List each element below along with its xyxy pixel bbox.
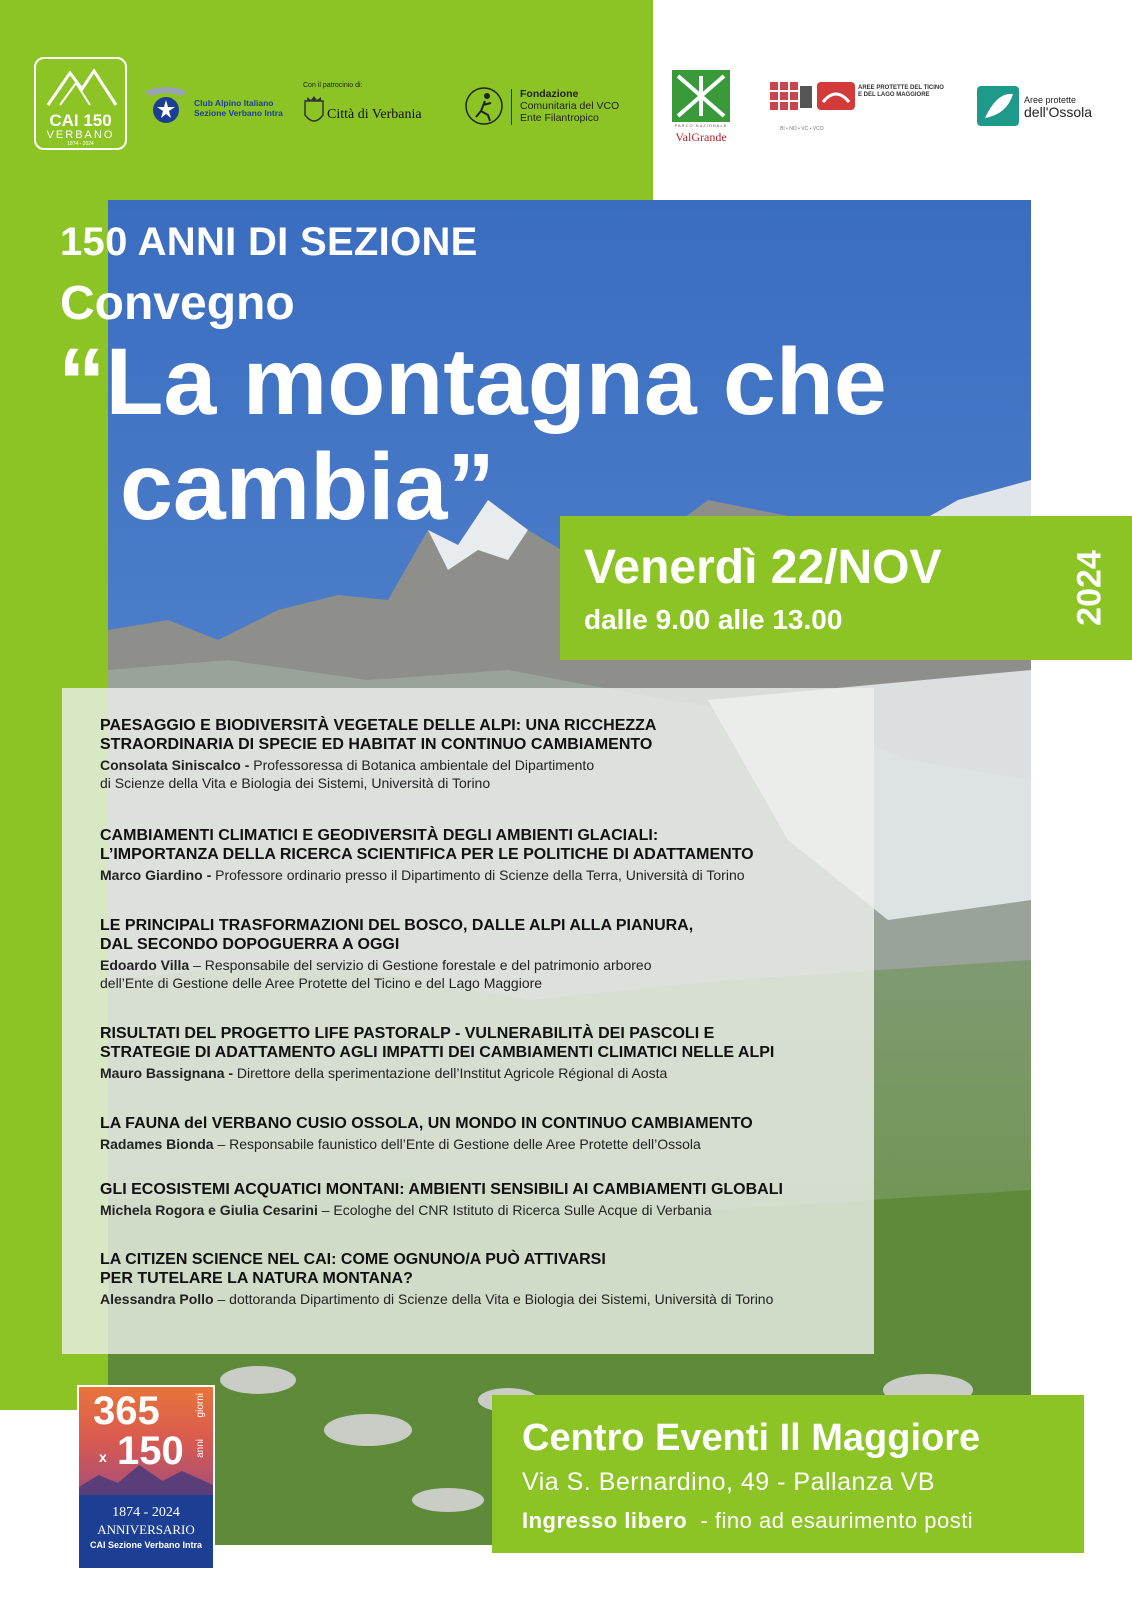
- talk-speaker: Consolata Siniscalco -: [100, 757, 250, 773]
- regione-piemonte-icon: [770, 82, 812, 122]
- ossola-line1: Aree protette: [1024, 95, 1077, 105]
- talk-title: PAESAGGIO E BIODIVERSITÀ VEGETALE DELLE ALPI: UNA RICCHEZZA STRAORDINARIA DI SPECIE ED HABITAT IN CONTINUO CAMBIAMENTO: [100, 717, 657, 753]
- talk-role: Direttore della sperimentazione dell’Institut Agricole Régional di Aosta: [233, 1065, 668, 1081]
- fondazione-divider: [511, 89, 512, 125]
- cai-150-years: 1874 - 2024: [67, 141, 94, 147]
- talk-title: CAMBIAMENTI CLIMATICI E GEODIVERSITÀ DEGLI AMBIENTI GLACIALI: L’IMPORTANZA DELLA RICERCA SCIENTIFICA PER LE POLITICHE DI ADATTAMENTO: [100, 827, 754, 863]
- talk-speaker-line: [100, 756, 870, 792]
- talk-speaker-line: [100, 1290, 870, 1308]
- programme-panel: [62, 688, 874, 1354]
- venue-box: [492, 1395, 1084, 1553]
- lake-icon: [817, 82, 855, 110]
- venue-name: Centro Eventi Il Maggiore: [522, 1417, 981, 1459]
- talk-role: – dottoranda Dipartimento di Scienze della Vita e Biologia dei Sistemi, Università di Torino: [213, 1291, 774, 1307]
- talk-speaker-line: [100, 866, 870, 884]
- talk-speaker-line: [100, 1201, 870, 1219]
- fondazione-line2: Comunitaria del VCO: [520, 100, 620, 112]
- badge-anniversary: ANNIVERSARIO: [97, 1522, 195, 1537]
- talk-speaker: Mauro Bassignana -: [100, 1065, 234, 1081]
- venue-entry-note: - fino ad esaurimento posti: [687, 1508, 974, 1533]
- talk-speaker: Alessandra Pollo: [100, 1291, 214, 1307]
- cai-crest-icon: [140, 82, 192, 132]
- mountain-icon: [46, 67, 118, 107]
- citta-verbania-text: Città di Verbania: [327, 107, 422, 122]
- city-shield-icon: [303, 95, 325, 127]
- club-alpino-text: [194, 98, 304, 118]
- badge-section: CAI Sezione Verbano Intra: [89, 1540, 203, 1550]
- talk-item: [100, 716, 870, 792]
- valgrande-name: ValGrande: [675, 130, 727, 144]
- event-year-wrapper: [1070, 532, 1110, 644]
- fondazione-line1: Fondazione: [520, 88, 579, 100]
- talk-speaker: Edoardo Villa: [100, 957, 190, 973]
- talk-speaker: Marco Giardino -: [100, 867, 212, 883]
- badge-year-range: 1874 - 2024: [112, 1505, 180, 1520]
- valgrande-mark-icon: [672, 70, 730, 122]
- talk-title: RISULTATI DEL PROGETTO LIFE PASTORALP - VULNERABILITÀ DEI PASCOLI E STRATEGIE DI ADATTAMENTO AGLI IMPATTI DEI CAMBIAMENTI CLIMATICI NELLE ALPI: [100, 1025, 775, 1061]
- leaf-icon: [977, 86, 1019, 126]
- aree-ticino-text: [858, 85, 948, 99]
- main-title-line1: “La montagna che: [58, 329, 887, 435]
- event-time: dalle 9.00 alle 13.00: [584, 604, 843, 635]
- aree-ticino-line2: E DEL LAGO MAGGIORE: [858, 92, 930, 98]
- badge-years-unit: anni: [195, 1439, 206, 1458]
- convegno-heading: Convegno: [60, 277, 295, 330]
- fondazione-text: [520, 88, 650, 124]
- talk-item: [100, 1180, 870, 1219]
- valgrande-small-text: PARCO NAZIONALE: [674, 123, 728, 128]
- talk-speaker-line: [100, 1135, 870, 1153]
- talk-item: [100, 916, 870, 992]
- talk-item: [100, 826, 870, 884]
- venue-address: Via S. Bernardino, 49 - Pallanza VB: [522, 1468, 936, 1496]
- talk-speaker: Radames Bionda: [100, 1136, 214, 1152]
- date-box: [560, 516, 1132, 660]
- aree-ticino-line1: AREE PROTETTE DEL TICINO: [858, 85, 944, 91]
- talk-speaker-line: [100, 956, 870, 992]
- talk-item: [100, 1250, 870, 1308]
- cai-150-logo: [34, 57, 127, 150]
- fondazione-line3: Ente Filantropico: [520, 112, 599, 124]
- patrocinio-label: Con il patrocinio di:: [303, 82, 363, 89]
- runner-icon: [463, 85, 505, 127]
- talk-role: Professoressa di Botanica ambientale del Dipartimento di Scienze della Vita e Biologia dei Sistemi, Università di Torino: [100, 757, 595, 791]
- anniversary-heading: 150 ANNI DI SEZIONE: [60, 220, 478, 264]
- talk-role: – Responsabile del servizio di Gestione forestale e del patrimonio arboreo dell’Ente di Gestione delle Aree Protette del Ticino e del Lago Maggiore: [100, 957, 652, 991]
- event-date: Venerdì 22/NOV: [584, 541, 942, 594]
- talk-speaker-line: [100, 1064, 870, 1082]
- ossola-line2: dell'Ossola: [1024, 104, 1093, 120]
- anniversary-badge: [77, 1385, 215, 1570]
- talk-role: – Ecologhe del CNR Istituto di Ricerca Sulle Acque di Verbania: [317, 1202, 712, 1218]
- talk-title: GLI ECOSISTEMI ACQUATICI MONTANI: AMBIENTI SENSIBILI AI CAMBIAMENTI GLOBALI: [100, 1181, 783, 1198]
- talk-title: LA CITIZEN SCIENCE NEL CAI: COME OGNUNO/A PUÒ ATTIVARSI PER TUTELARE LA NATURA MONTANA?: [100, 1251, 606, 1287]
- club-alpino-line2: Sezione Verbano Intra: [194, 108, 283, 118]
- venue-entry: [522, 1508, 973, 1534]
- talk-speaker: Michela Rogora e Giulia Cesarini: [100, 1202, 318, 1218]
- badge-years-number: 150: [117, 1429, 184, 1473]
- badge-days-unit: giorni: [195, 1393, 206, 1418]
- badge-times: x: [99, 1449, 107, 1465]
- cai-150-title: CAI 150: [49, 111, 112, 130]
- venue-entry-free: Ingresso libero: [522, 1508, 688, 1533]
- badge-days-number: 365: [93, 1389, 160, 1433]
- valgrande-logo: [672, 70, 730, 150]
- aree-protette-ossola-logo: [977, 86, 1097, 128]
- talk-item: [100, 1024, 870, 1082]
- talk-title: LA FAUNA del VERBANO CUSIO OSSOLA, UN MONDO IN CONTINUO CAMBIAMENTO: [100, 1115, 753, 1132]
- talk-role: Professore ordinario presso il Dipartimento di Scienze della Terra, Università di Torino: [211, 867, 745, 883]
- talk-title: LE PRINCIPALI TRASFORMAZIONI DEL BOSCO, DALLE ALPI ALLA PIANURA, DAL SECONDO DOPOGUERRA A OGGI: [100, 917, 694, 953]
- talk-item: [100, 1114, 870, 1153]
- aree-protette-ticino-logo: [770, 82, 944, 137]
- talk-role: – Responsabile faunistico dell’Ente di Gestione delle Aree Protette dell’Ossola: [213, 1136, 701, 1152]
- club-alpino-line1: Club Alpino Italiano: [194, 98, 274, 108]
- aree-ticino-tagline: BI • NO • VC • VCO: [780, 126, 824, 132]
- event-year: 2024: [1070, 550, 1109, 626]
- main-title-line2: cambia”: [120, 434, 495, 540]
- cai-150-subtitle: VERBANO: [46, 129, 115, 141]
